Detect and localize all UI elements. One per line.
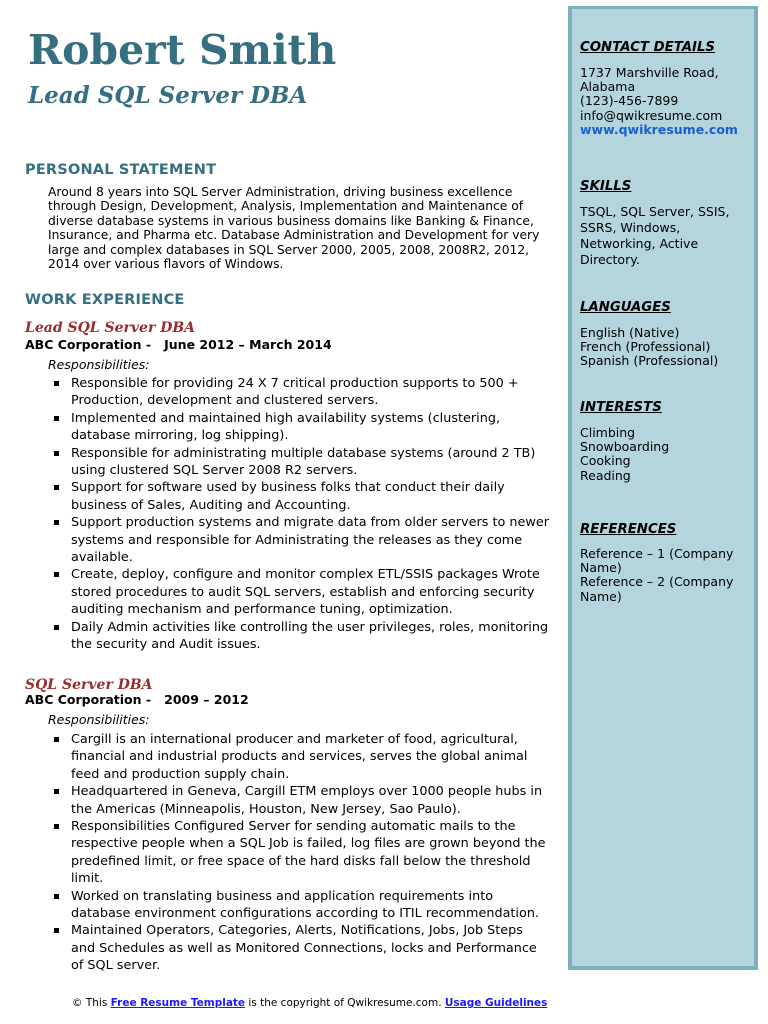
bullet-text: Create, deploy, configure and monitor complex ETL/SSIS packages Wrote stored procedures to audit SQL servers, establish and enforcing security auditing mechanism and performance tuning, optimization. xyxy=(71,567,540,618)
bullet-text: Support production systems and migrate data from older servers to newer systems and responsible for Administrating the releases as they come available. xyxy=(71,515,549,566)
bullet-icon xyxy=(54,520,59,525)
bullet-icon xyxy=(54,416,59,421)
skills-text: TSQL, SQL Server, SSIS, SSRS, Windows, Networking, Active Directory. xyxy=(580,204,730,267)
list-item xyxy=(54,731,549,783)
bullet-text: Support for software used by business folks that conduct their daily business of Sales, Auditing and Accounting. xyxy=(71,480,505,513)
list-item xyxy=(54,783,549,818)
bullet-icon xyxy=(54,381,59,386)
bullet-icon xyxy=(54,625,59,630)
bullet-icon xyxy=(54,789,59,794)
interests-heading: INTERESTS xyxy=(580,400,662,415)
resume-sidebar xyxy=(568,6,758,970)
bullet-text: Cargill is an international producer and marketer of food, agricultural, financial and industrial products and services, serves the global animal feed and production supply chain. xyxy=(71,732,528,782)
list-item xyxy=(54,922,549,974)
list-item xyxy=(54,566,549,618)
free-resume-template-link[interactable]: Free Resume Template xyxy=(110,997,246,1009)
list-item: Reading xyxy=(580,467,631,483)
responsibilities-label: Responsibilities: xyxy=(48,357,150,372)
list-item xyxy=(54,445,549,480)
bullet-text: Daily Admin activities like controlling the user privileges, roles, monitoring the security and Audit issues. xyxy=(71,619,549,653)
usage-guidelines-link[interactable]: Usage Guidelines xyxy=(444,997,548,1009)
bullet-text: Worked on translating business and application requirements into database environment configurations according to ITIL recommendation. xyxy=(71,888,539,922)
list-item: Spanish (Professional) xyxy=(580,353,719,369)
footer-middle: is the copyright of Qwikresume.com. xyxy=(245,997,445,1009)
bullet-text: Headquartered in Geneva, Cargill ETM employs over 1000 people hubs in the Americas (Minneapolis, Houston, New Jersey, Sao Paulo). xyxy=(71,784,543,817)
bullet-text: Responsibilities Configured Server for sending automatic mails to the respective people when a SQL Job is failed, log files are grown beyond the predefined limit, or free space of the hard disks fall below the threshold limit. xyxy=(71,819,546,887)
list-item: French (Professional) xyxy=(580,339,711,355)
bullet-icon xyxy=(54,894,59,899)
address-line: Alabama xyxy=(580,79,636,95)
personal-statement-heading: PERSONAL STATEMENT xyxy=(25,162,217,178)
bullet-text: Maintained Operators, Categories, Alerts, Notifications, Jobs, Job Steps and Schedules as well as Monitored Connections, locks and Performance of SQL server. xyxy=(71,923,537,974)
list-item xyxy=(54,514,549,566)
languages-heading: LANGUAGES xyxy=(580,300,671,315)
bullet-text: Responsible for administrating multiple database systems (around 2 TB) using clustered SQL Server 2008 R2 servers. xyxy=(71,445,536,479)
contact-details xyxy=(580,66,756,137)
list-item: English (Native) xyxy=(580,325,680,340)
candidate-name: Robert Smith xyxy=(28,26,337,74)
list-item xyxy=(54,818,549,888)
list-item: Climbing xyxy=(580,425,636,440)
bullet-icon xyxy=(54,737,59,742)
work-experience-heading: WORK EXPERIENCE xyxy=(25,292,185,308)
languages-list xyxy=(580,326,756,369)
contact-details-heading: CONTACT DETAILS xyxy=(580,40,716,55)
job-responsibility-list xyxy=(54,375,549,654)
list-item xyxy=(54,888,549,923)
bullet-icon xyxy=(54,928,59,933)
list-item: Reference – 1 (Company Name) xyxy=(580,546,734,576)
bullet-icon xyxy=(54,572,59,577)
bullet-text: Responsible for providing 24 X 7 critical production supports to 500 + Production, development and clustered servers. xyxy=(71,376,519,409)
skills-heading: SKILLS xyxy=(580,179,632,194)
email-address[interactable]: info@qwikresume.com xyxy=(580,107,723,123)
responsibilities-label: Responsibilities: xyxy=(48,712,150,727)
website-link[interactable]: www.qwikresume.com xyxy=(580,121,738,137)
references-heading: REFERENCES xyxy=(580,522,677,537)
copyright-footer xyxy=(72,996,547,1010)
job-title: SQL Server DBA xyxy=(25,677,153,693)
list-item xyxy=(54,479,549,514)
job-responsibility-list xyxy=(54,731,549,975)
list-item: Snowboarding xyxy=(580,439,670,455)
list-item: Cooking xyxy=(580,453,631,469)
candidate-title: Lead SQL Server DBA xyxy=(28,82,308,109)
footer-prefix: © This xyxy=(72,997,111,1009)
bullet-icon xyxy=(54,451,59,456)
list-item xyxy=(54,375,549,410)
bullet-text: Implemented and maintained high availability systems (clustering, database mirroring, log shipping). xyxy=(71,410,501,444)
personal-statement-text: Around 8 years into SQL Server Administration, driving business excellence through Design, Development, Analysis, Implementation and Maintenance of diverse database systems in various business domains like Banking & Finance, Insurance, and Pharma etc. Database Administration and Development for very large and complex databases in SQL Server 2000, 2005, 2008, 2008R2, 2012, 2014 over various flavors of Windows. xyxy=(48,185,540,272)
job-company-dates: ABC Corporation - 2009 – 2012 xyxy=(25,692,249,707)
bullet-icon xyxy=(54,824,59,829)
address-line: 1737 Marshville Road, xyxy=(580,65,719,80)
job-company-dates: ABC Corporation - June 2012 – March 2014 xyxy=(25,337,332,352)
interests-list xyxy=(580,426,756,483)
references-list xyxy=(580,547,756,604)
bullet-icon xyxy=(54,485,59,490)
phone-number: (123)-456-7899 xyxy=(580,93,679,109)
list-item xyxy=(54,410,549,445)
list-item xyxy=(54,619,549,654)
list-item: Reference – 2 (Company Name) xyxy=(580,574,734,604)
job-title: Lead SQL Server DBA xyxy=(25,320,196,336)
